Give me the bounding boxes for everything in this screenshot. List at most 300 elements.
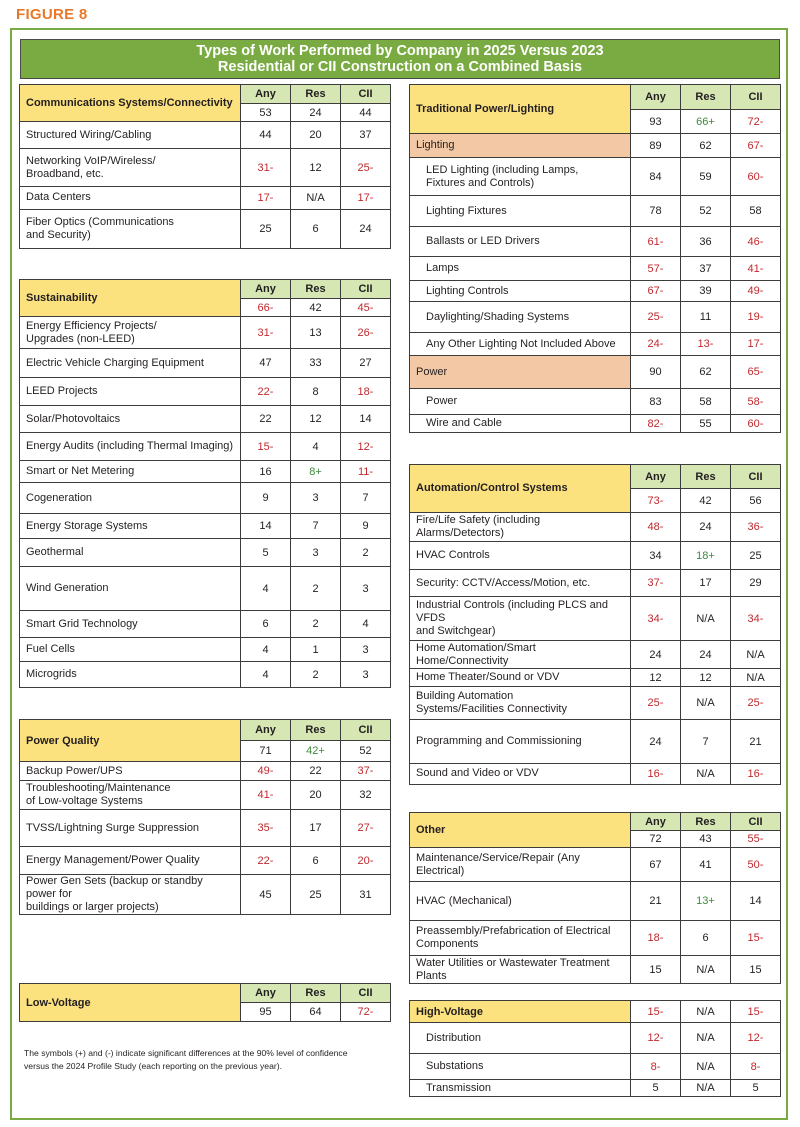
value-res: 17	[291, 810, 341, 847]
total-res: 64	[291, 1003, 341, 1022]
value-cii: 46-	[731, 227, 781, 257]
section-title: High-Voltage	[410, 1001, 631, 1023]
column-header-any: Any	[631, 85, 681, 110]
value-any: 82-	[631, 415, 681, 433]
row-label: Lighting Fixtures	[410, 196, 631, 227]
table-row	[20, 483, 391, 514]
row-label: Any Other Lighting Not Included Above	[410, 333, 631, 356]
row-label: Energy Storage Systems	[20, 514, 241, 539]
row-label: Energy Efficiency Projects/ Upgrades (non-LEED)	[20, 317, 241, 349]
row-label: Substations	[410, 1054, 631, 1080]
table-row	[20, 406, 391, 433]
value-res: 39	[681, 281, 731, 302]
column-header-any: Any	[241, 85, 291, 104]
value-any: 12	[631, 669, 681, 687]
value-res: 1	[291, 638, 341, 662]
value-res: 12	[291, 406, 341, 433]
row-label: Lamps	[410, 257, 631, 281]
value-cii: 25-	[731, 687, 781, 720]
value-res: 13-	[681, 333, 731, 356]
value-cii: 9	[341, 514, 391, 539]
value-any: 90	[631, 356, 681, 389]
value-any: 16-	[631, 763, 681, 784]
table-row	[410, 763, 781, 784]
value-any: 34-	[631, 597, 681, 640]
row-label: Building Automation Systems/Facilities Connectivity	[410, 687, 631, 720]
value-res: N/A	[681, 1054, 731, 1080]
value-any: 21	[631, 882, 681, 921]
table-row	[410, 415, 781, 433]
row-label: Geothermal	[20, 539, 241, 567]
value-cii: 8-	[731, 1054, 781, 1080]
value-any: 25-	[631, 687, 681, 720]
value-res: N/A	[291, 187, 341, 209]
row-label: Wind Generation	[20, 567, 241, 611]
column-header-res: Res	[291, 85, 341, 104]
value-cii: N/A	[731, 640, 781, 669]
row-label: Ballasts or LED Drivers	[410, 227, 631, 257]
value-cii: 36-	[731, 512, 781, 542]
value-res: 7	[681, 720, 731, 763]
column-header-any: Any	[241, 720, 291, 741]
table-row	[410, 1080, 781, 1097]
value-cii: 37	[341, 122, 391, 149]
value-cii: 25-	[341, 148, 391, 186]
column-header-cii: CII	[731, 813, 781, 831]
value-res: N/A	[681, 1023, 731, 1054]
value-cii: 17-	[341, 187, 391, 209]
section-header-row	[410, 465, 781, 489]
value-any: 48-	[631, 512, 681, 542]
table-sustainability	[19, 279, 391, 688]
row-label: Energy Audits (including Thermal Imaging)	[20, 433, 241, 461]
value-any: 25	[241, 209, 291, 248]
value-cii: 17-	[731, 333, 781, 356]
value-res: N/A	[681, 1080, 731, 1097]
row-label: Networking VoIP/Wireless/ Broadband, etc.	[20, 148, 241, 186]
column-header-cii: CII	[341, 984, 391, 1003]
table-row	[410, 669, 781, 687]
section-title: Power Quality	[20, 720, 241, 762]
table-row	[20, 611, 391, 638]
section-title: Other	[410, 813, 631, 848]
section-title: Communications Systems/Connectivity	[20, 85, 241, 122]
value-res: 62	[681, 356, 731, 389]
row-label: Energy Management/Power Quality	[20, 847, 241, 875]
value-any: 78	[631, 196, 681, 227]
value-res: 2	[291, 567, 341, 611]
section-title: Sustainability	[20, 280, 241, 317]
value-any: 31-	[241, 148, 291, 186]
table-row	[410, 281, 781, 302]
section-header-row	[20, 720, 391, 741]
value-cii: 60-	[731, 158, 781, 196]
row-label: Preassembly/Prefabrication of Electrical Components	[410, 921, 631, 956]
section-title: Traditional Power/Lighting	[410, 85, 631, 134]
table-traditional-power-lighting	[409, 84, 781, 433]
value-cii: 24	[341, 209, 391, 248]
value-any: 22-	[241, 847, 291, 875]
table-row	[410, 158, 781, 196]
value-cii: 26-	[341, 317, 391, 349]
total-cii: 56	[731, 489, 781, 512]
column-header-any: Any	[241, 280, 291, 299]
value-cii: 27	[341, 349, 391, 378]
table-communications	[19, 84, 391, 249]
table-row	[20, 875, 391, 915]
value-res: 33	[291, 349, 341, 378]
table-row	[20, 662, 391, 688]
section-title: Automation/Control Systems	[410, 465, 631, 513]
table-row	[410, 333, 781, 356]
table-row	[410, 1054, 781, 1080]
value-any: 67-	[631, 281, 681, 302]
row-label: Home Theater/Sound or VDV	[410, 669, 631, 687]
value-res: 20	[291, 781, 341, 810]
value-cii: 29	[731, 569, 781, 597]
value-res: 3	[291, 483, 341, 514]
value-cii: N/A	[731, 669, 781, 687]
value-cii: 15-	[731, 921, 781, 956]
column-header-res: Res	[291, 280, 341, 299]
value-any: 67	[631, 848, 681, 882]
table-high-voltage	[409, 1000, 781, 1097]
value-cii: 21	[731, 720, 781, 763]
significance-note: The symbols (+) and (-) indicate significant differences at the 90% level of confidence versus the 2024 Profile Study (each reporting on the previous year).	[24, 1048, 348, 1071]
table-row	[410, 597, 781, 640]
value-cii: 4	[341, 611, 391, 638]
value-res: 20	[291, 122, 341, 149]
value-res: 22	[291, 762, 341, 781]
table-row	[410, 542, 781, 570]
total-cii: 72-	[341, 1003, 391, 1022]
total-res: 24	[291, 104, 341, 122]
value-any: 18-	[631, 921, 681, 956]
total-res: 42	[291, 299, 341, 317]
value-cii: 19-	[731, 302, 781, 333]
value-any: 24	[631, 720, 681, 763]
row-label: Backup Power/UPS	[20, 762, 241, 781]
column-header-res: Res	[291, 984, 341, 1003]
table-row	[410, 687, 781, 720]
total-any: 95	[241, 1003, 291, 1022]
table-row	[20, 781, 391, 810]
table-row	[410, 956, 781, 984]
value-any: 37-	[631, 569, 681, 597]
section-header-row	[20, 280, 391, 299]
row-label: Fuel Cells	[20, 638, 241, 662]
value-cii: 60-	[731, 415, 781, 433]
table-row	[410, 882, 781, 921]
value-any: 22	[241, 406, 291, 433]
value-res: 4	[291, 433, 341, 461]
row-label: HVAC Controls	[410, 542, 631, 570]
table-row	[20, 539, 391, 567]
table-row	[410, 921, 781, 956]
table-row	[20, 461, 391, 483]
value-cii: 50-	[731, 848, 781, 882]
value-cii: 31	[341, 875, 391, 915]
value-cii: 32	[341, 781, 391, 810]
row-label: Distribution	[410, 1023, 631, 1054]
value-cii: 37-	[341, 762, 391, 781]
value-any: 61-	[631, 227, 681, 257]
table-row	[410, 640, 781, 669]
table-row	[20, 514, 391, 539]
subcategory-row-lighting	[410, 134, 781, 158]
column-header-res: Res	[681, 85, 731, 110]
value-any: 15-	[241, 433, 291, 461]
figure-label: FIGURE 8	[16, 6, 88, 23]
table-row	[20, 567, 391, 611]
table-row	[20, 122, 391, 149]
total-cii: 45-	[341, 299, 391, 317]
value-any: 4	[241, 662, 291, 688]
table-row	[410, 196, 781, 227]
value-any: 6	[241, 611, 291, 638]
row-label: LED Lighting (including Lamps, Fixtures and Controls)	[410, 158, 631, 196]
row-label: Water Utilities or Wastewater Treatment Plants	[410, 956, 631, 984]
total-res: 42	[681, 489, 731, 512]
table-row	[410, 569, 781, 597]
row-label: Maintenance/Service/Repair (Any Electrical)	[410, 848, 631, 882]
value-cii: 58	[731, 196, 781, 227]
column-header-any: Any	[631, 465, 681, 489]
row-label: HVAC (Mechanical)	[410, 882, 631, 921]
column-header-res: Res	[681, 813, 731, 831]
row-label: TVSS/Lightning Surge Suppression	[20, 810, 241, 847]
value-res: N/A	[681, 956, 731, 984]
value-cii: 49-	[731, 281, 781, 302]
value-any: 44	[241, 122, 291, 149]
total-cii: 72-	[731, 110, 781, 134]
value-cii: 7	[341, 483, 391, 514]
value-any: 16	[241, 461, 291, 483]
value-res: 24	[681, 512, 731, 542]
value-any: 31-	[241, 317, 291, 349]
row-label: Microgrids	[20, 662, 241, 688]
value-any: 25-	[631, 302, 681, 333]
value-cii: 3	[341, 638, 391, 662]
value-res: 58	[681, 389, 731, 415]
row-label: Fire/Life Safety (including Alarms/Detectors)	[410, 512, 631, 542]
row-label: Daylighting/Shading Systems	[410, 302, 631, 333]
row-label: Troubleshooting/Maintenance of Low-voltage Systems	[20, 781, 241, 810]
value-any: 5	[631, 1080, 681, 1097]
table-row	[410, 227, 781, 257]
section-title: Low-Voltage	[20, 984, 241, 1022]
value-cii: 12-	[341, 433, 391, 461]
value-res: 3	[291, 539, 341, 567]
row-label: Data Centers	[20, 187, 241, 209]
value-cii: 58-	[731, 389, 781, 415]
row-label: Wire and Cable	[410, 415, 631, 433]
value-any: 47	[241, 349, 291, 378]
section-header-row	[410, 1001, 781, 1023]
table-automation-control	[409, 464, 781, 785]
value-any: 45	[241, 875, 291, 915]
section-header-row	[410, 813, 781, 831]
total-res: 42+	[291, 741, 341, 762]
value-cii: 34-	[731, 597, 781, 640]
value-any: 8-	[631, 1054, 681, 1080]
table-row	[410, 720, 781, 763]
value-cii: 5	[731, 1080, 781, 1097]
total-res: 66+	[681, 110, 731, 134]
value-res: 62	[681, 134, 731, 158]
row-label: Programming and Commissioning	[410, 720, 631, 763]
value-cii: 41-	[731, 257, 781, 281]
title-line-2: Residential or CII Construction on a Combined Basis	[217, 59, 583, 75]
value-res: 6	[681, 921, 731, 956]
value-any: 5	[241, 539, 291, 567]
value-cii: 15	[731, 956, 781, 984]
row-label: Electric Vehicle Charging Equipment	[20, 349, 241, 378]
row-label: Home Automation/Smart Home/Connectivity	[410, 640, 631, 669]
value-any: 49-	[241, 762, 291, 781]
value-res: 12	[681, 669, 731, 687]
value-any: 12-	[631, 1023, 681, 1054]
value-any: 9	[241, 483, 291, 514]
row-label: Structured Wiring/Cabling	[20, 122, 241, 149]
table-row	[20, 762, 391, 781]
value-res: 24	[681, 640, 731, 669]
value-res: 13+	[681, 882, 731, 921]
row-label: Industrial Controls (including PLCS and VFDS and Switchgear)	[410, 597, 631, 640]
row-label: Smart Grid Technology	[20, 611, 241, 638]
total-any: 93	[631, 110, 681, 134]
column-header-cii: CII	[341, 720, 391, 741]
value-cii: 14	[341, 406, 391, 433]
row-label: Sound and Video or VDV	[410, 763, 631, 784]
value-any: 24	[631, 640, 681, 669]
value-res: N/A	[681, 597, 731, 640]
table-row	[410, 302, 781, 333]
value-cii: 65-	[731, 356, 781, 389]
value-cii: 20-	[341, 847, 391, 875]
figure-title	[20, 39, 780, 79]
row-label: LEED Projects	[20, 378, 241, 406]
value-cii: 27-	[341, 810, 391, 847]
value-any: 34	[631, 542, 681, 570]
column-header-cii: CII	[731, 85, 781, 110]
row-label: Power Gen Sets (backup or standby power for buildings or larger projects)	[20, 875, 241, 915]
table-power-quality	[19, 719, 391, 915]
value-cii: 14	[731, 882, 781, 921]
value-any: 15	[631, 956, 681, 984]
total-any: 15-	[631, 1001, 681, 1023]
value-res: 13	[291, 317, 341, 349]
value-res: 11	[681, 302, 731, 333]
value-res: 8+	[291, 461, 341, 483]
value-res: 8	[291, 378, 341, 406]
column-header-res: Res	[681, 465, 731, 489]
row-label: Fiber Optics (Communications and Security)	[20, 209, 241, 248]
row-label: Transmission	[410, 1080, 631, 1097]
total-res: 43	[681, 831, 731, 848]
table-row	[20, 349, 391, 378]
value-cii: 16-	[731, 763, 781, 784]
value-cii: 67-	[731, 134, 781, 158]
table-row	[20, 187, 391, 209]
table-other	[409, 812, 781, 984]
value-res: 37	[681, 257, 731, 281]
table-row	[20, 378, 391, 406]
value-res: 12	[291, 148, 341, 186]
value-cii: 12-	[731, 1023, 781, 1054]
table-row	[20, 433, 391, 461]
value-any: 24-	[631, 333, 681, 356]
table-row	[20, 209, 391, 248]
total-cii: 44	[341, 104, 391, 122]
value-res: N/A	[681, 687, 731, 720]
value-res: 52	[681, 196, 731, 227]
row-label: Cogeneration	[20, 483, 241, 514]
column-header-cii: CII	[341, 280, 391, 299]
value-res: 36	[681, 227, 731, 257]
row-label: Solar/Photovoltaics	[20, 406, 241, 433]
value-cii: 3	[341, 567, 391, 611]
title-line-1: Types of Work Performed by Company in 2025 Versus 2023	[196, 43, 604, 59]
column-header-any: Any	[631, 813, 681, 831]
column-header-cii: CII	[341, 85, 391, 104]
table-row	[410, 257, 781, 281]
row-label: Lighting Controls	[410, 281, 631, 302]
total-res: N/A	[681, 1001, 731, 1023]
value-any: 4	[241, 567, 291, 611]
section-header-row	[20, 85, 391, 104]
value-any: 57-	[631, 257, 681, 281]
table-row	[20, 638, 391, 662]
value-res: 55	[681, 415, 731, 433]
column-header-cii: CII	[731, 465, 781, 489]
table-row	[410, 848, 781, 882]
total-any: 53	[241, 104, 291, 122]
value-res: 7	[291, 514, 341, 539]
value-cii: 18-	[341, 378, 391, 406]
total-any: 72	[631, 831, 681, 848]
total-any: 66-	[241, 299, 291, 317]
value-any: 89	[631, 134, 681, 158]
value-res: 6	[291, 847, 341, 875]
row-label: Lighting	[410, 134, 631, 158]
column-header-res: Res	[291, 720, 341, 741]
column-header-any: Any	[241, 984, 291, 1003]
value-any: 35-	[241, 810, 291, 847]
table-row	[410, 1023, 781, 1054]
row-label: Security: CCTV/Access/Motion, etc.	[410, 569, 631, 597]
value-cii: 2	[341, 539, 391, 567]
section-header-row	[20, 984, 391, 1003]
value-any: 14	[241, 514, 291, 539]
total-any: 71	[241, 741, 291, 762]
table-row	[20, 317, 391, 349]
section-header-row	[410, 85, 781, 110]
value-any: 84	[631, 158, 681, 196]
table-row	[410, 512, 781, 542]
total-cii: 52	[341, 741, 391, 762]
total-any: 73-	[631, 489, 681, 512]
value-cii: 11-	[341, 461, 391, 483]
value-res: 25	[291, 875, 341, 915]
value-any: 4	[241, 638, 291, 662]
value-res: 59	[681, 158, 731, 196]
value-cii: 3	[341, 662, 391, 688]
table-row	[20, 810, 391, 847]
value-res: 17	[681, 569, 731, 597]
value-any: 22-	[241, 378, 291, 406]
table-low-voltage	[19, 983, 391, 1022]
